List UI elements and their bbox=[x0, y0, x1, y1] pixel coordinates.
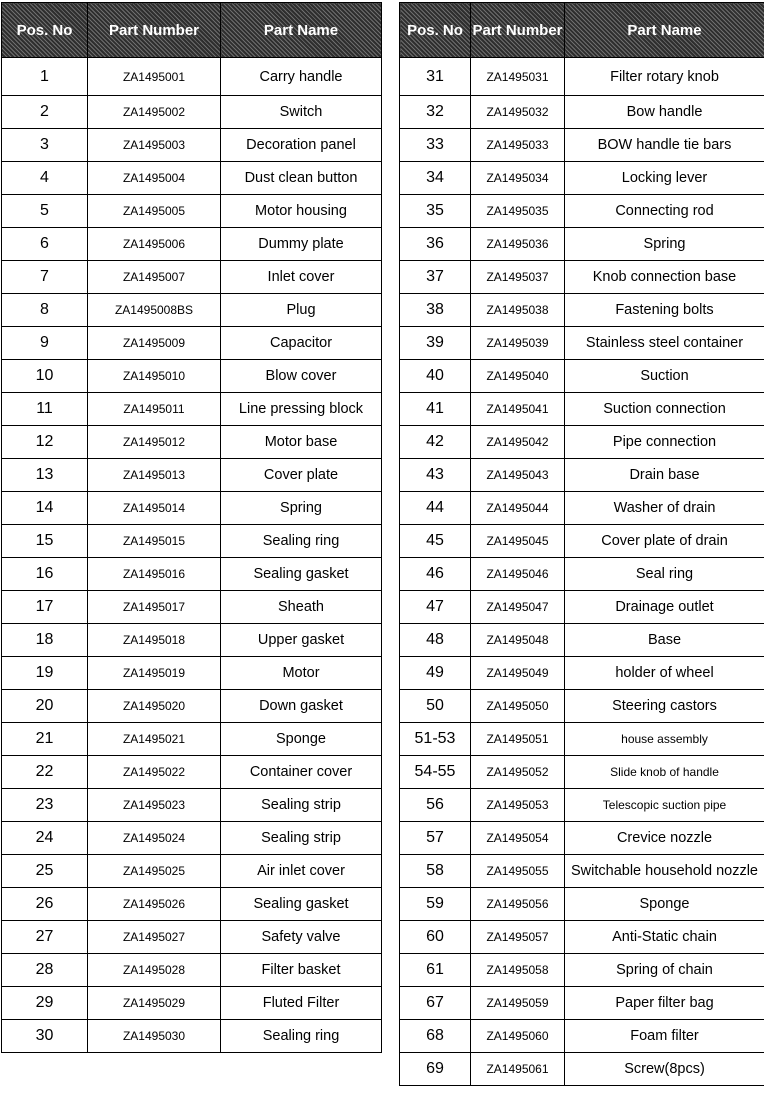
pos-no-cell: 1 bbox=[2, 58, 88, 96]
table-row bbox=[400, 822, 764, 855]
part-number-cell: ZA1495061 bbox=[471, 1053, 565, 1086]
part-name-cell: Down gasket bbox=[221, 690, 382, 723]
part-number-cell: ZA1495030 bbox=[88, 1020, 221, 1053]
table-row bbox=[2, 327, 382, 360]
part-number-cell: ZA1495036 bbox=[471, 228, 565, 261]
table-row bbox=[400, 855, 764, 888]
part-name-cell: Washer of drain bbox=[565, 492, 764, 525]
pos-no-cell: 28 bbox=[2, 954, 88, 987]
table-row bbox=[2, 58, 382, 96]
part-name-cell: Bow handle bbox=[565, 96, 764, 129]
part-name-cell: Safety valve bbox=[221, 921, 382, 954]
table-row bbox=[400, 756, 764, 789]
part-number-cell: ZA1495027 bbox=[88, 921, 221, 954]
table-row bbox=[400, 723, 764, 756]
table-row bbox=[400, 459, 764, 492]
pos-no-cell: 54-55 bbox=[400, 756, 471, 789]
table-row bbox=[400, 162, 764, 195]
part-number-cell: ZA1495041 bbox=[471, 393, 565, 426]
table-row bbox=[400, 492, 764, 525]
part-name-cell: Switch bbox=[221, 96, 382, 129]
pos-no-cell: 42 bbox=[400, 426, 471, 459]
part-number-cell: ZA1495057 bbox=[471, 921, 565, 954]
pos-no-cell: 35 bbox=[400, 195, 471, 228]
table-row bbox=[2, 393, 382, 426]
part-number-cell: ZA1495043 bbox=[471, 459, 565, 492]
part-name-cell: Sheath bbox=[221, 591, 382, 624]
table-row bbox=[400, 195, 764, 228]
pos-no-cell: 45 bbox=[400, 525, 471, 558]
table-row bbox=[2, 954, 382, 987]
part-name-cell: Base bbox=[565, 624, 764, 657]
part-number-cell: ZA1495029 bbox=[88, 987, 221, 1020]
pos-no-cell: 11 bbox=[2, 393, 88, 426]
pos-no-cell: 19 bbox=[2, 657, 88, 690]
part-name-cell: Locking lever bbox=[565, 162, 764, 195]
part-name-cell: house assembly bbox=[565, 723, 764, 756]
part-name-cell: Switchable household nozzle bbox=[565, 855, 764, 888]
part-number-cell: ZA1495035 bbox=[471, 195, 565, 228]
part-number-cell: ZA1495015 bbox=[88, 525, 221, 558]
part-name-cell: Spring bbox=[565, 228, 764, 261]
part-name-cell: Carry handle bbox=[221, 58, 382, 96]
table-row bbox=[400, 921, 764, 954]
part-name-cell: Inlet cover bbox=[221, 261, 382, 294]
table-row bbox=[400, 525, 764, 558]
pos-no-cell: 20 bbox=[2, 690, 88, 723]
pos-no-cell: 31 bbox=[400, 58, 471, 96]
pos-no-cell: 40 bbox=[400, 360, 471, 393]
part-name-cell: Capacitor bbox=[221, 327, 382, 360]
table-row bbox=[2, 921, 382, 954]
table-row bbox=[2, 624, 382, 657]
part-name-cell: Connecting rod bbox=[565, 195, 764, 228]
part-name-cell: Sealing ring bbox=[221, 1020, 382, 1053]
pos-no-cell: 48 bbox=[400, 624, 471, 657]
part-name-cell: Sealing strip bbox=[221, 789, 382, 822]
pos-no-cell: 8 bbox=[2, 294, 88, 327]
table-row bbox=[2, 360, 382, 393]
table-header bbox=[400, 3, 764, 58]
part-number-cell: ZA1495040 bbox=[471, 360, 565, 393]
table-row bbox=[2, 558, 382, 591]
part-name-cell: Sponge bbox=[565, 888, 764, 921]
pos-no-cell: 43 bbox=[400, 459, 471, 492]
pos-no-cell: 51-53 bbox=[400, 723, 471, 756]
part-number-cell: ZA1495010 bbox=[88, 360, 221, 393]
part-name-cell: Filter basket bbox=[221, 954, 382, 987]
table-row bbox=[2, 162, 382, 195]
pos-no-cell: 60 bbox=[400, 921, 471, 954]
part-number-cell: ZA1495039 bbox=[471, 327, 565, 360]
table-row bbox=[2, 96, 382, 129]
pos-no-cell: 47 bbox=[400, 591, 471, 624]
part-name-cell: Air inlet cover bbox=[221, 855, 382, 888]
parts-table-right bbox=[399, 2, 764, 1086]
part-number-cell: ZA1495047 bbox=[471, 591, 565, 624]
pos-no-cell: 18 bbox=[2, 624, 88, 657]
pos-no-cell: 32 bbox=[400, 96, 471, 129]
part-name-cell: Line pressing block bbox=[221, 393, 382, 426]
part-number-cell: ZA1495050 bbox=[471, 690, 565, 723]
pos-no-cell: 29 bbox=[2, 987, 88, 1020]
pos-no-cell: 39 bbox=[400, 327, 471, 360]
table-row bbox=[2, 591, 382, 624]
table-row bbox=[400, 558, 764, 591]
pos-no-cell: 57 bbox=[400, 822, 471, 855]
part-number-cell: ZA1495034 bbox=[471, 162, 565, 195]
part-name-cell: Blow cover bbox=[221, 360, 382, 393]
pos-no-cell: 49 bbox=[400, 657, 471, 690]
table-row bbox=[400, 360, 764, 393]
part-number-cell: ZA1495003 bbox=[88, 129, 221, 162]
table-row bbox=[400, 58, 764, 96]
part-number-cell: ZA1495004 bbox=[88, 162, 221, 195]
table-row bbox=[400, 228, 764, 261]
pos-no-cell: 69 bbox=[400, 1053, 471, 1086]
table-row bbox=[400, 1020, 764, 1053]
table-row bbox=[2, 525, 382, 558]
table-row bbox=[400, 96, 764, 129]
part-number-cell: ZA1495011 bbox=[88, 393, 221, 426]
pos-no-cell: 16 bbox=[2, 558, 88, 591]
pos-no-cell: 46 bbox=[400, 558, 471, 591]
table-row bbox=[2, 492, 382, 525]
part-number-cell: ZA1495001 bbox=[88, 58, 221, 96]
part-name-cell: Cover plate of drain bbox=[565, 525, 764, 558]
pos-no-cell: 3 bbox=[2, 129, 88, 162]
pos-no-cell: 4 bbox=[2, 162, 88, 195]
table-row bbox=[2, 228, 382, 261]
part-name-cell: Slide knob of handle bbox=[565, 756, 764, 789]
pos-no-cell: 5 bbox=[2, 195, 88, 228]
pos-no-cell: 33 bbox=[400, 129, 471, 162]
pos-no-cell: 26 bbox=[2, 888, 88, 921]
part-number-cell: ZA1495053 bbox=[471, 789, 565, 822]
part-name-cell: BOW handle tie bars bbox=[565, 129, 764, 162]
part-name-cell: Foam filter bbox=[565, 1020, 764, 1053]
pos-no-cell: 22 bbox=[2, 756, 88, 789]
pos-no-cell: 7 bbox=[2, 261, 88, 294]
pos-no-cell: 27 bbox=[2, 921, 88, 954]
table-row bbox=[2, 261, 382, 294]
part-number-cell: ZA1495058 bbox=[471, 954, 565, 987]
part-name-cell: Spring of chain bbox=[565, 954, 764, 987]
part-name-cell: Motor bbox=[221, 657, 382, 690]
part-number-cell: ZA1495051 bbox=[471, 723, 565, 756]
table-row bbox=[2, 294, 382, 327]
table-row bbox=[400, 591, 764, 624]
part-name-cell: Filter rotary knob bbox=[565, 58, 764, 96]
table-row bbox=[2, 723, 382, 756]
pos-no-cell: 23 bbox=[2, 789, 88, 822]
part-name-cell: Screw(8pcs) bbox=[565, 1053, 764, 1086]
pos-no-cell: 50 bbox=[400, 690, 471, 723]
pos-no-cell: 21 bbox=[2, 723, 88, 756]
table-row bbox=[400, 1053, 764, 1086]
part-name-cell: Drain base bbox=[565, 459, 764, 492]
pos-no-cell: 24 bbox=[2, 822, 88, 855]
table-row bbox=[2, 987, 382, 1020]
pos-no-cell: 10 bbox=[2, 360, 88, 393]
pos-no-cell: 36 bbox=[400, 228, 471, 261]
part-name-cell: Motor base bbox=[221, 426, 382, 459]
table-row bbox=[400, 129, 764, 162]
pos-no-cell: 67 bbox=[400, 987, 471, 1020]
part-name-cell: Motor housing bbox=[221, 195, 382, 228]
pos-no-cell: 38 bbox=[400, 294, 471, 327]
parts-table-left bbox=[1, 2, 382, 1053]
table-row bbox=[400, 657, 764, 690]
part-number-cell: ZA1495049 bbox=[471, 657, 565, 690]
table-row bbox=[400, 888, 764, 921]
part-number-cell: ZA1495016 bbox=[88, 558, 221, 591]
part-name-cell: Sealing gasket bbox=[221, 558, 382, 591]
part-number-cell: ZA1495044 bbox=[471, 492, 565, 525]
part-number-cell: ZA1495018 bbox=[88, 624, 221, 657]
pos-no-cell: 68 bbox=[400, 1020, 471, 1053]
part-number-cell: ZA1495017 bbox=[88, 591, 221, 624]
table-row bbox=[2, 822, 382, 855]
pos-no-cell: 6 bbox=[2, 228, 88, 261]
part-name-cell: Plug bbox=[221, 294, 382, 327]
part-name-cell: Decoration panel bbox=[221, 129, 382, 162]
pos-no-cell: 12 bbox=[2, 426, 88, 459]
part-number-cell: ZA1495037 bbox=[471, 261, 565, 294]
part-number-cell: ZA1495014 bbox=[88, 492, 221, 525]
table-row bbox=[2, 426, 382, 459]
table-row bbox=[2, 1020, 382, 1053]
part-name-cell: Suction connection bbox=[565, 393, 764, 426]
table-row bbox=[400, 624, 764, 657]
part-name-cell: Dust clean button bbox=[221, 162, 382, 195]
table-row bbox=[400, 426, 764, 459]
part-name-cell: Crevice nozzle bbox=[565, 822, 764, 855]
table-row bbox=[400, 789, 764, 822]
part-name-cell: Fluted Filter bbox=[221, 987, 382, 1020]
part-number-cell: ZA1495060 bbox=[471, 1020, 565, 1053]
table-row bbox=[400, 327, 764, 360]
table-header bbox=[2, 3, 382, 58]
part-number-cell: ZA1495026 bbox=[88, 888, 221, 921]
part-number-cell: ZA1495012 bbox=[88, 426, 221, 459]
part-name-cell: Cover plate bbox=[221, 459, 382, 492]
part-number-cell: ZA1495013 bbox=[88, 459, 221, 492]
part-number-cell: ZA1495042 bbox=[471, 426, 565, 459]
part-number-cell: ZA1495059 bbox=[471, 987, 565, 1020]
part-number-cell: ZA1495028 bbox=[88, 954, 221, 987]
pos-no-cell: 44 bbox=[400, 492, 471, 525]
part-number-cell: ZA1495021 bbox=[88, 723, 221, 756]
part-number-cell: ZA1495052 bbox=[471, 756, 565, 789]
part-name-cell: Pipe connection bbox=[565, 426, 764, 459]
part-name-cell: Anti-Static chain bbox=[565, 921, 764, 954]
table-row bbox=[2, 129, 382, 162]
part-number-cell: ZA1495023 bbox=[88, 789, 221, 822]
table-row bbox=[2, 756, 382, 789]
table-body bbox=[400, 58, 764, 1086]
header-part-name: Part Name bbox=[221, 3, 382, 58]
table-row bbox=[2, 888, 382, 921]
part-number-cell: ZA1495020 bbox=[88, 690, 221, 723]
pos-no-cell: 30 bbox=[2, 1020, 88, 1053]
part-number-cell: ZA1495009 bbox=[88, 327, 221, 360]
pos-no-cell: 15 bbox=[2, 525, 88, 558]
part-name-cell: Suction bbox=[565, 360, 764, 393]
part-name-cell: Sealing ring bbox=[221, 525, 382, 558]
pos-no-cell: 41 bbox=[400, 393, 471, 426]
part-number-cell: ZA1495002 bbox=[88, 96, 221, 129]
part-name-cell: holder of wheel bbox=[565, 657, 764, 690]
table-row bbox=[2, 195, 382, 228]
part-number-cell: ZA1495055 bbox=[471, 855, 565, 888]
table-row bbox=[2, 789, 382, 822]
part-name-cell: Drainage outlet bbox=[565, 591, 764, 624]
table-row bbox=[400, 393, 764, 426]
part-number-cell: ZA1495025 bbox=[88, 855, 221, 888]
pos-no-cell: 25 bbox=[2, 855, 88, 888]
table-row bbox=[2, 459, 382, 492]
part-name-cell: Paper filter bag bbox=[565, 987, 764, 1020]
pos-no-cell: 58 bbox=[400, 855, 471, 888]
pos-no-cell: 13 bbox=[2, 459, 88, 492]
pos-no-cell: 61 bbox=[400, 954, 471, 987]
pos-no-cell: 59 bbox=[400, 888, 471, 921]
part-number-cell: ZA1495046 bbox=[471, 558, 565, 591]
table-row bbox=[400, 690, 764, 723]
part-number-cell: ZA1495045 bbox=[471, 525, 565, 558]
part-name-cell: Stainless steel container bbox=[565, 327, 764, 360]
part-name-cell: Steering castors bbox=[565, 690, 764, 723]
part-number-cell: ZA1495006 bbox=[88, 228, 221, 261]
pos-no-cell: 37 bbox=[400, 261, 471, 294]
header-pos-no: Pos. No bbox=[2, 3, 88, 58]
pos-no-cell: 14 bbox=[2, 492, 88, 525]
part-name-cell: Spring bbox=[221, 492, 382, 525]
table-row bbox=[2, 855, 382, 888]
part-number-cell: ZA1495031 bbox=[471, 58, 565, 96]
part-number-cell: ZA1495007 bbox=[88, 261, 221, 294]
pos-no-cell: 9 bbox=[2, 327, 88, 360]
header-part-number: Part Number bbox=[471, 3, 565, 58]
pos-no-cell: 17 bbox=[2, 591, 88, 624]
part-name-cell: Sealing gasket bbox=[221, 888, 382, 921]
part-number-cell: ZA1495054 bbox=[471, 822, 565, 855]
table-row bbox=[400, 294, 764, 327]
table-row bbox=[400, 987, 764, 1020]
part-number-cell: ZA1495056 bbox=[471, 888, 565, 921]
header-pos-no: Pos. No bbox=[400, 3, 471, 58]
table-row bbox=[2, 657, 382, 690]
table-body bbox=[2, 58, 382, 1053]
part-number-cell: ZA1495033 bbox=[471, 129, 565, 162]
pos-no-cell: 56 bbox=[400, 789, 471, 822]
part-number-cell: ZA1495048 bbox=[471, 624, 565, 657]
part-name-cell: Sealing strip bbox=[221, 822, 382, 855]
part-number-cell: ZA1495038 bbox=[471, 294, 565, 327]
header-part-number: Part Number bbox=[88, 3, 221, 58]
table-row bbox=[400, 261, 764, 294]
part-number-cell: ZA1495005 bbox=[88, 195, 221, 228]
part-name-cell: Knob connection base bbox=[565, 261, 764, 294]
part-name-cell: Telescopic suction pipe bbox=[565, 789, 764, 822]
part-name-cell: Seal ring bbox=[565, 558, 764, 591]
part-number-cell: ZA1495008BS bbox=[88, 294, 221, 327]
header-part-name: Part Name bbox=[565, 3, 764, 58]
pos-no-cell: 34 bbox=[400, 162, 471, 195]
part-name-cell: Container cover bbox=[221, 756, 382, 789]
pos-no-cell: 2 bbox=[2, 96, 88, 129]
part-name-cell: Dummy plate bbox=[221, 228, 382, 261]
part-number-cell: ZA1495032 bbox=[471, 96, 565, 129]
part-name-cell: Upper gasket bbox=[221, 624, 382, 657]
part-number-cell: ZA1495022 bbox=[88, 756, 221, 789]
part-number-cell: ZA1495024 bbox=[88, 822, 221, 855]
part-name-cell: Fastening bolts bbox=[565, 294, 764, 327]
part-name-cell: Sponge bbox=[221, 723, 382, 756]
table-row bbox=[400, 954, 764, 987]
table-row bbox=[2, 690, 382, 723]
part-number-cell: ZA1495019 bbox=[88, 657, 221, 690]
